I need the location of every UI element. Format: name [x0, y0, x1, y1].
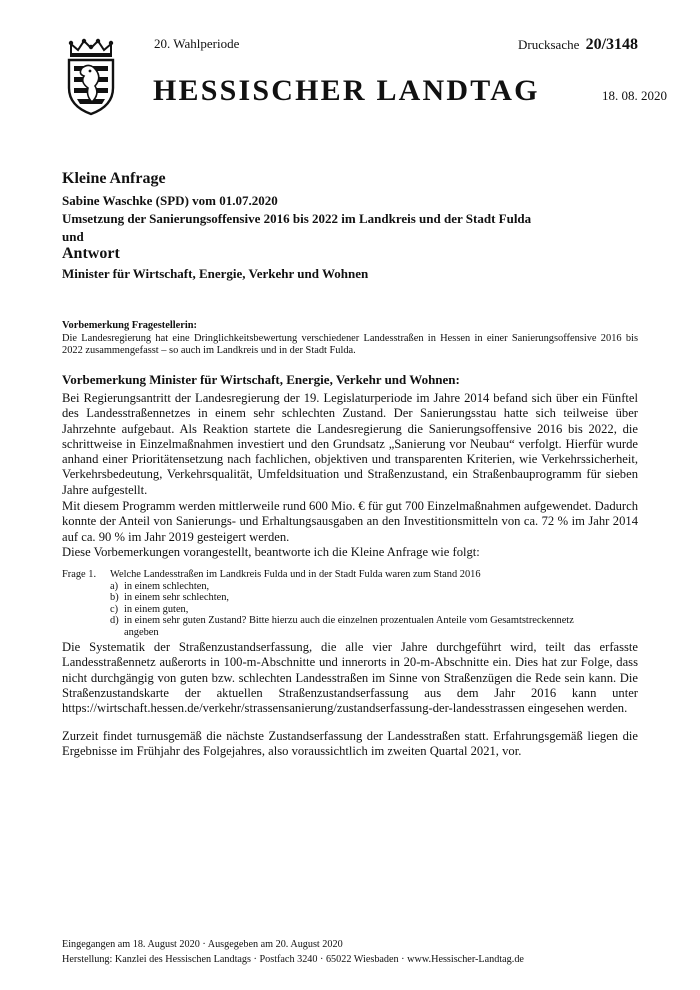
antwort-1-p2: Zurzeit findet turnusgemäß die nächste Zustandserfassung der Landesstraßen statt. Erfahrungsgemäß liegen die Ergebnisse im Frühjahr des Folgejahres, also voraussichtlich im zweiten Quartal 2021, vor. [62, 729, 638, 759]
frage-1 [110, 569, 638, 639]
doc-type-heading: Kleine Anfrage [62, 170, 166, 187]
vorbemerkung-fragestellerin-heading: Vorbemerkung Fragestellerin: [62, 320, 197, 331]
vorbemerkung-minister-p3: Diese Vorbemerkungen vorangestellt, beantworte ich die Kleine Anfrage wie folgt: [62, 545, 480, 559]
drucksache-label: Drucksache [518, 37, 580, 52]
frage-1-items [110, 581, 638, 639]
page-title: HESSISCHER LANDTAG [153, 74, 540, 107]
wahlperiode: 20. Wahlperiode [154, 36, 240, 51]
footer-imprint: Herstellung: Kanzlei des Hessischen Landtags · Postfach 3240 · 65022 Wiesbaden · www.Hessischer-Landtag.de [62, 954, 524, 965]
footer-dates: Eingegangen am 18. August 2020 · Ausgegeben am 20. August 2020 [62, 939, 343, 950]
frage-1-label: Frage 1. [62, 569, 97, 580]
hessen-coat-of-arms-icon [62, 38, 120, 116]
frage-1-text: Welche Landesstraßen im Landkreis Fulda und in der Stadt Fulda waren zum Stand 2016 [110, 569, 481, 580]
vorbemerkung-fragestellerin-text: Die Landesregierung hat eine Dringlichkeitsbewertung verschiedener Landesstraßen in Hessen in einer Sanierungsoffensive 2016 bis 2022 zusammengefasst – so auch im Landkreis und in der Stadt Fulda. [62, 333, 638, 357]
vorbemerkung-minister-p2: Mit diesem Programm werden mittlerweile rund 600 Mio. € für gut 700 Einzelmaßnahmen aufgewendet. Dadurch konnte der Anteil von Sanierungs- und Erhaltungsausgaben an den Investitionsmitteln von ca. 72 % im Jahr 2014 auf ca. 90 % im Jahr 2019 gesteigert werden. [62, 499, 638, 544]
antwort-1-p1: Die Systematik der Straßenzustandserfassung, die alle vier Jahre durchgeführt wird, teilt das erfasste Landesstraßennetz außerorts in 100-m-Abschnitte und innerorts in 20-m-Abschnitte ein. Dies hat zur Folge, dass nicht durchgängig von guten bzw. schlechten Landesstraßen im Sinne von Straßenzügen die Rede sein kann. Die Straßenzustandskarte der aktuellen Straßenzustandserfassung aus dem Jahr 2016 kann unter https://wirtschaft.hessen.de/verkehr/strassensanierung/zustandserfassung-der-landesstrassen eingesehen werden. [62, 640, 638, 716]
list-item: c) in einem guten, [110, 603, 189, 615]
list-item: b) in einem sehr schlechten, [110, 592, 230, 604]
und-connector: und [62, 229, 84, 244]
document-date: 18. 08. 2020 [602, 88, 667, 103]
vorbemerkung-minister-p1: Bei Regierungsantritt der Landesregierung der 19. Legislaturperiode im Jahre 2014 befand sich über ein Fünftel des Landesstraßennetzes in einem sehr schlechten Zustand. Der Sanierungsstau hatte sich teilweise über Jahrzehnte aufgebaut. Als Reaktion startete die Landesregierung die Sanierungsoffensive 2016 bis 2022, die schrittweise in Einzelmaßnahmen investiert und den Grundsatz „Sanierung vor Neubau“ verfolgt. Hierfür wurde anhand einer Prioritätensetzung nach fachlichen, objektiven und transparenten Kriterien, wie Verkehrssicherheit, Verkehrsbedeutung, Verkehrsqualität, Umfeldsituation und Straßenzustand, ein Straßenbauprogramm für sieben Jahre aufgestellt. [62, 391, 638, 497]
subject-line: Umsetzung der Sanierungsoffensive 2016 bis 2022 im Landkreis und der Stadt Fulda [62, 211, 532, 226]
answer-heading: Antwort [62, 245, 120, 262]
author-line: Sabine Waschke (SPD) vom 01.07.2020 [62, 193, 278, 208]
list-item: a) in einem schlechten, [110, 580, 210, 592]
drucksache-number: 20/3148 [585, 36, 639, 53]
list-item: d) in einem sehr guten Zustand? Bitte hierzu auch die einzelnen prozentualen Anteile vom Gesamtstreckennetz angeben [110, 615, 574, 638]
drucksache [518, 36, 638, 54]
vorbemerkung-minister-heading: Vorbemerkung Minister für Wirtschaft, Energie, Verkehr und Wohnen: [62, 372, 460, 387]
minister-line: Minister für Wirtschaft, Energie, Verkehr und Wohnen [62, 266, 369, 281]
